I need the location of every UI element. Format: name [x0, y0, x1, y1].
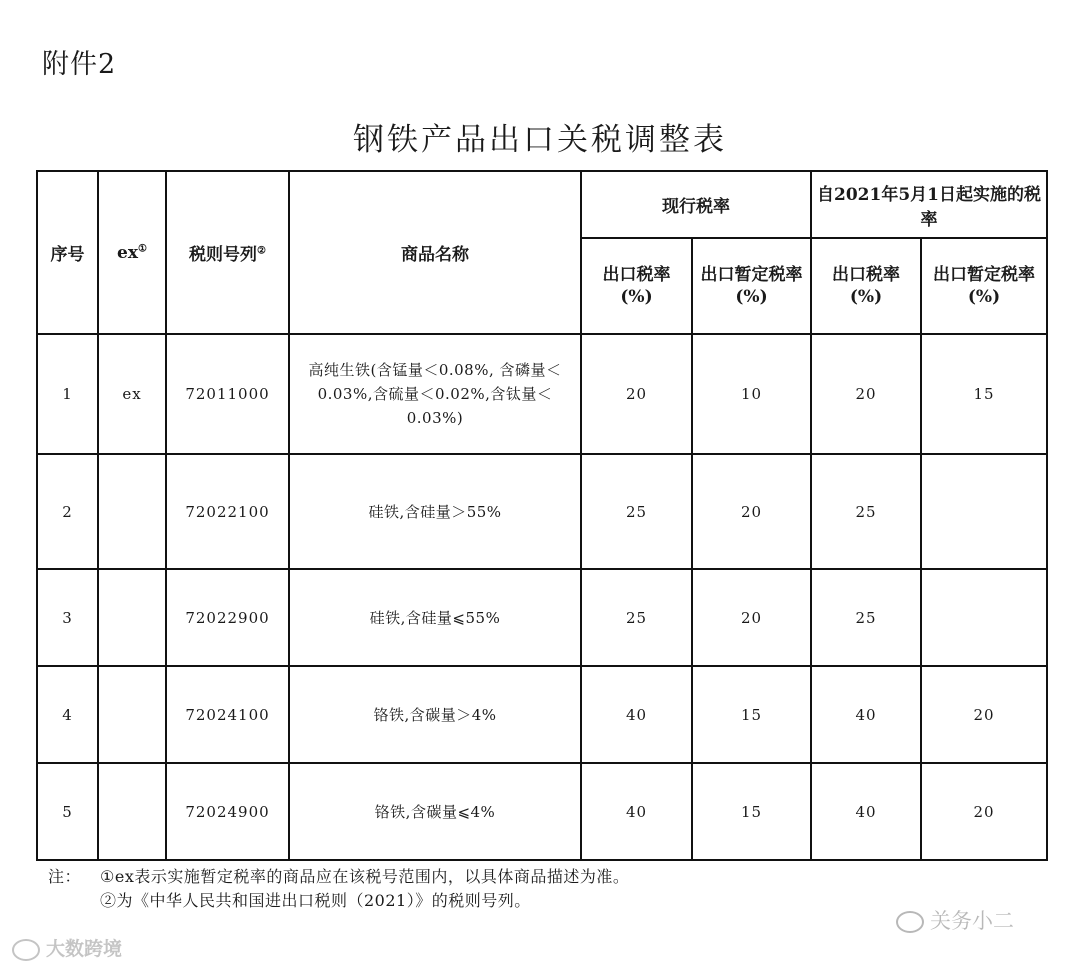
- cell-ex: ex: [98, 334, 166, 454]
- header-new-rate: 自2021年5月1日起实施的税率: [811, 171, 1047, 238]
- wechat-icon: [896, 911, 924, 933]
- cell-seq: 4: [37, 666, 98, 763]
- footnote-2: [48, 889, 629, 913]
- cell-current-provisional: 15: [692, 666, 811, 763]
- cell-new-provisional: 20: [921, 763, 1047, 860]
- table-row: [37, 666, 1047, 763]
- header-current-provisional-rate: 出口暂定税率(%): [692, 238, 811, 334]
- header-current-rate: 现行税率: [581, 171, 811, 238]
- cell-ex: [98, 763, 166, 860]
- attachment-label: 附件2: [42, 49, 117, 80]
- footnote-mark-1: ①: [137, 242, 147, 254]
- cell-current-provisional: 20: [692, 569, 811, 666]
- header-seq: 序号: [37, 171, 98, 334]
- cell-code: 72022900: [166, 569, 289, 666]
- cell-ex: [98, 454, 166, 569]
- cell-seq: 2: [37, 454, 98, 569]
- table-row: [37, 454, 1047, 569]
- cell-ex: [98, 569, 166, 666]
- header-product-name: 商品名称: [289, 171, 581, 334]
- header-row-1: [37, 171, 1047, 238]
- cell-current-export: 40: [581, 763, 692, 860]
- cell-code: 72024100: [166, 666, 289, 763]
- cell-new-export: 40: [811, 763, 921, 860]
- table-row: [37, 763, 1047, 860]
- footnote-mark-2: ②: [257, 245, 266, 257]
- cell-ex: [98, 666, 166, 763]
- cell-current-export: 25: [581, 569, 692, 666]
- footnote-text-2: ②为《中华人民共和国进出口税则（2021）》的税则号列。: [100, 891, 531, 910]
- table-row: [37, 334, 1047, 454]
- footnote-1: [48, 865, 629, 889]
- cell-seq: 5: [37, 763, 98, 860]
- cell-new-export: 25: [811, 569, 921, 666]
- cell-current-provisional: 15: [692, 763, 811, 860]
- cell-product-name: 硅铁,含硅量⩽55%: [289, 569, 581, 666]
- cell-code: 72011000: [166, 334, 289, 454]
- footnote-prefix: 注：: [48, 867, 82, 886]
- cell-new-provisional: 20: [921, 666, 1047, 763]
- cell-code: 72022100: [166, 454, 289, 569]
- watermark-left-text: 大数跨境: [46, 938, 123, 960]
- cell-product-name: 硅铁,含硅量＞55%: [289, 454, 581, 569]
- header-new-provisional-rate: 出口暂定税率(%): [921, 238, 1047, 334]
- watermark-left: [12, 934, 122, 961]
- table-row: [37, 569, 1047, 666]
- cell-new-export: 25: [811, 454, 921, 569]
- header-new-export-rate: 出口税率 (%): [811, 238, 921, 334]
- document-title: 钢铁产品出口关税调整表: [353, 122, 727, 158]
- tariff-table: [36, 170, 1048, 861]
- cell-seq: 1: [37, 334, 98, 454]
- cell-new-export: 20: [811, 334, 921, 454]
- cell-new-export: 40: [811, 666, 921, 763]
- weibo-icon: [12, 939, 40, 961]
- cell-current-export: 40: [581, 666, 692, 763]
- watermark-right-text: 关务小二: [930, 909, 1014, 933]
- cell-product-name: 铬铁,含碳量⩽4%: [289, 763, 581, 860]
- cell-seq: 3: [37, 569, 98, 666]
- cell-current-export: 25: [581, 454, 692, 569]
- cell-product-name: 铬铁,含碳量＞4%: [289, 666, 581, 763]
- footnote-text-1: ①ex表示实施暂定税率的商品应在该税号范围内，以具体商品描述为准。: [100, 867, 630, 886]
- header-current-export-rate: 出口税率 (%): [581, 238, 692, 334]
- cell-new-provisional: [921, 454, 1047, 569]
- cell-new-provisional: [921, 569, 1047, 666]
- cell-new-provisional: 15: [921, 334, 1047, 454]
- cell-current-provisional: 10: [692, 334, 811, 454]
- header-tariff-code: 税则号列②: [166, 171, 289, 334]
- cell-code: 72024900: [166, 763, 289, 860]
- header-ex: ex①: [98, 171, 166, 334]
- cell-product-name: 高纯生铁(含锰量＜0.08%, 含磷量＜0.03%,含硫量＜0.02%,含钛量＜0.03%): [289, 334, 581, 454]
- cell-current-export: 20: [581, 334, 692, 454]
- cell-current-provisional: 20: [692, 454, 811, 569]
- footnotes: [48, 865, 629, 913]
- watermark-right: [896, 905, 1014, 935]
